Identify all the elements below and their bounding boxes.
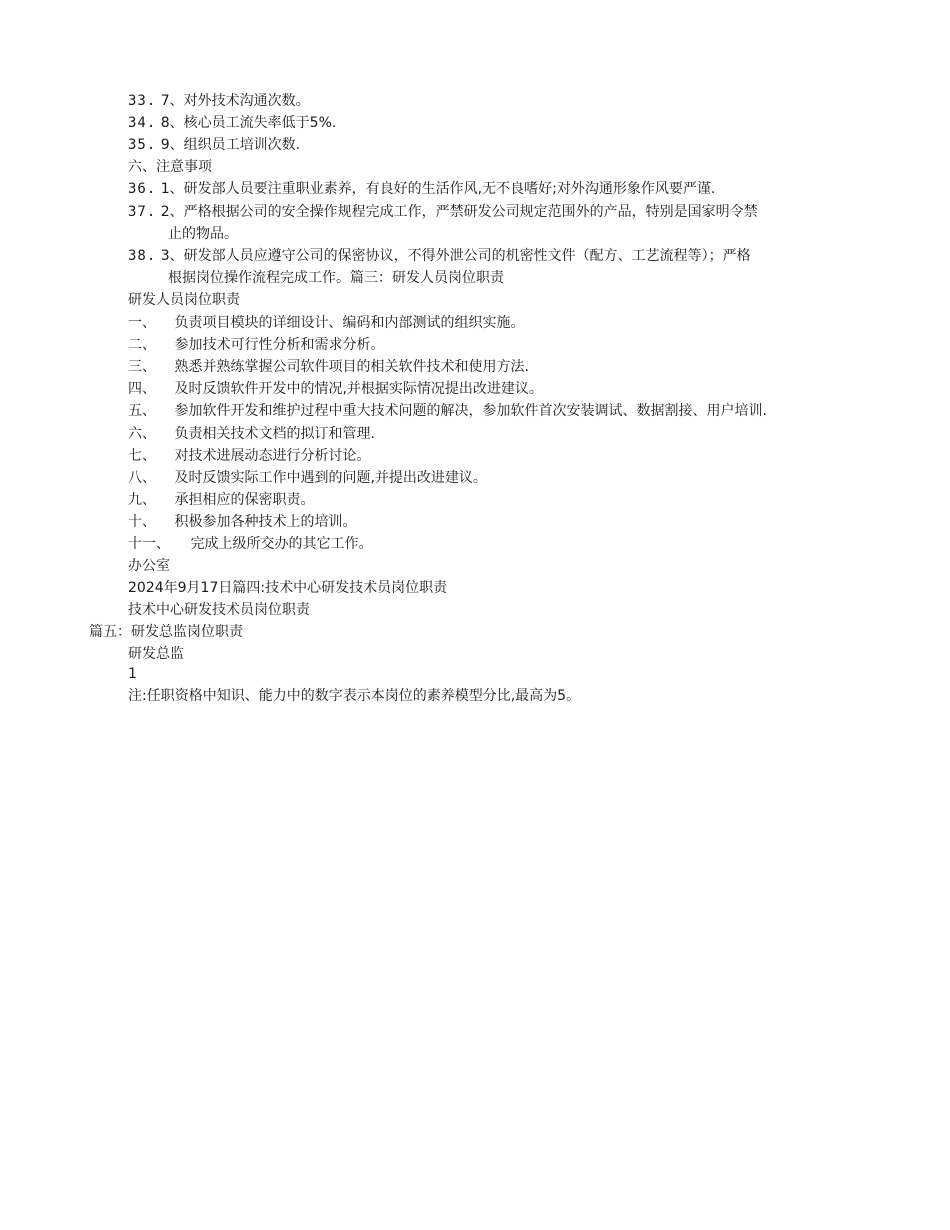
duty-text: 承担相应的保密职责。 bbox=[174, 492, 315, 508]
office-label: 办公室 bbox=[128, 558, 170, 574]
duty-text: 对技术进展动态进行分析讨论。 bbox=[174, 448, 371, 464]
duty-text: 完成上级所交办的其它工作。 bbox=[190, 536, 373, 552]
list-item-38-continuation: 根据岗位操作流程完成工作。篇三：研发人员岗位职责 bbox=[168, 270, 504, 286]
duty-item bbox=[128, 379, 543, 399]
item-number: 33. bbox=[128, 93, 157, 109]
item-text: 1、研发部人员要注重职业素养，有良好的生活作风,无不良嗜好;对外沟通形象作风要严谨. bbox=[160, 181, 716, 197]
duty-text: 参加软件开发和维护过程中重大技术问题的解决，参加软件首次安装调试、数据割接、用户培训. bbox=[174, 403, 767, 419]
item-text: 7、对外技术沟通次数。 bbox=[160, 93, 310, 109]
duty-text: 积极参加各种技术上的培训。 bbox=[174, 514, 357, 530]
duty-number: 九、 bbox=[128, 492, 156, 508]
duty-number: 八、 bbox=[128, 470, 156, 486]
duty-item bbox=[128, 401, 767, 421]
duty-item bbox=[128, 468, 487, 488]
duty-text: 熟悉并熟练掌握公司软件项目的相关软件技术和使用方法. bbox=[174, 359, 529, 375]
duty-text: 负责相关技术文档的拟订和管理. bbox=[174, 426, 375, 442]
section-heading-rd-staff: 研发人员岗位职责 bbox=[128, 292, 240, 308]
duty-number: 二、 bbox=[128, 337, 156, 353]
list-item-37-continuation: 止的物品。 bbox=[168, 226, 238, 242]
duty-item bbox=[128, 335, 384, 355]
item-text: 8、核心员工流失率低于5%. bbox=[160, 115, 337, 131]
item-text: 3、研发部人员应遵守公司的保密协议，不得外泄公司的机密性文件（配方、工艺流程等）；严格 bbox=[160, 248, 751, 264]
duty-item bbox=[128, 490, 314, 510]
duty-text: 及时反馈软件开发中的情况,并根据实际情况提出改进建议。 bbox=[174, 381, 543, 397]
item-number: 38. bbox=[128, 248, 157, 264]
duty-item bbox=[128, 313, 524, 333]
list-item-38 bbox=[128, 246, 751, 266]
list-item-36 bbox=[128, 179, 715, 199]
duty-number: 十一、 bbox=[128, 536, 170, 552]
part5-title: 篇五：研发总监岗位职责 bbox=[89, 624, 243, 640]
list-item-35 bbox=[128, 135, 300, 155]
duty-text: 负责项目模块的详细设计、编码和内部测试的组织实施。 bbox=[174, 315, 525, 331]
duty-number: 十、 bbox=[128, 514, 156, 530]
list-item-33 bbox=[128, 91, 310, 111]
duty-number: 六、 bbox=[128, 426, 156, 442]
list-item-37 bbox=[128, 202, 758, 222]
item-number: 37. bbox=[128, 204, 157, 220]
duty-text: 参加技术可行性分析和需求分析。 bbox=[174, 337, 385, 353]
list-item-34 bbox=[128, 113, 336, 133]
item-text: 2、严格根据公司的安全操作规程完成工作，严禁研发公司规定范围外的产品，特别是国家明令禁 bbox=[160, 204, 758, 220]
item-number: 35. bbox=[128, 137, 157, 153]
duty-number: 七、 bbox=[128, 448, 156, 464]
item-number: 34. bbox=[128, 115, 157, 131]
duty-number: 四、 bbox=[128, 381, 156, 397]
duty-item bbox=[128, 357, 529, 377]
duty-number: 三、 bbox=[128, 359, 156, 375]
duty-text: 及时反馈实际工作中遇到的问题,并提出改进建议。 bbox=[174, 470, 487, 486]
duty-number: 一、 bbox=[128, 315, 156, 331]
footnote: 注:任职资格中知识、能力中的数字表示本岗位的素养模型分比,最高为5。 bbox=[128, 688, 581, 704]
page-number: 1 bbox=[128, 666, 137, 682]
duty-item bbox=[128, 446, 370, 466]
duty-number: 五、 bbox=[128, 403, 156, 419]
date-line: 2024年9月17日篇四:技术中心研发技术员岗位职责 bbox=[128, 580, 448, 596]
section-heading-rd-director: 研发总监 bbox=[128, 646, 184, 662]
item-number: 36. bbox=[128, 181, 157, 197]
item-text: 9、组织员工培训次数. bbox=[160, 137, 301, 153]
section-heading-notes: 六、注意事项 bbox=[128, 159, 212, 175]
section-heading-tech-center: 技术中心研发技术员岗位职责 bbox=[128, 602, 310, 618]
duty-item bbox=[128, 424, 375, 444]
duty-item bbox=[128, 512, 356, 532]
duty-item bbox=[128, 534, 372, 554]
